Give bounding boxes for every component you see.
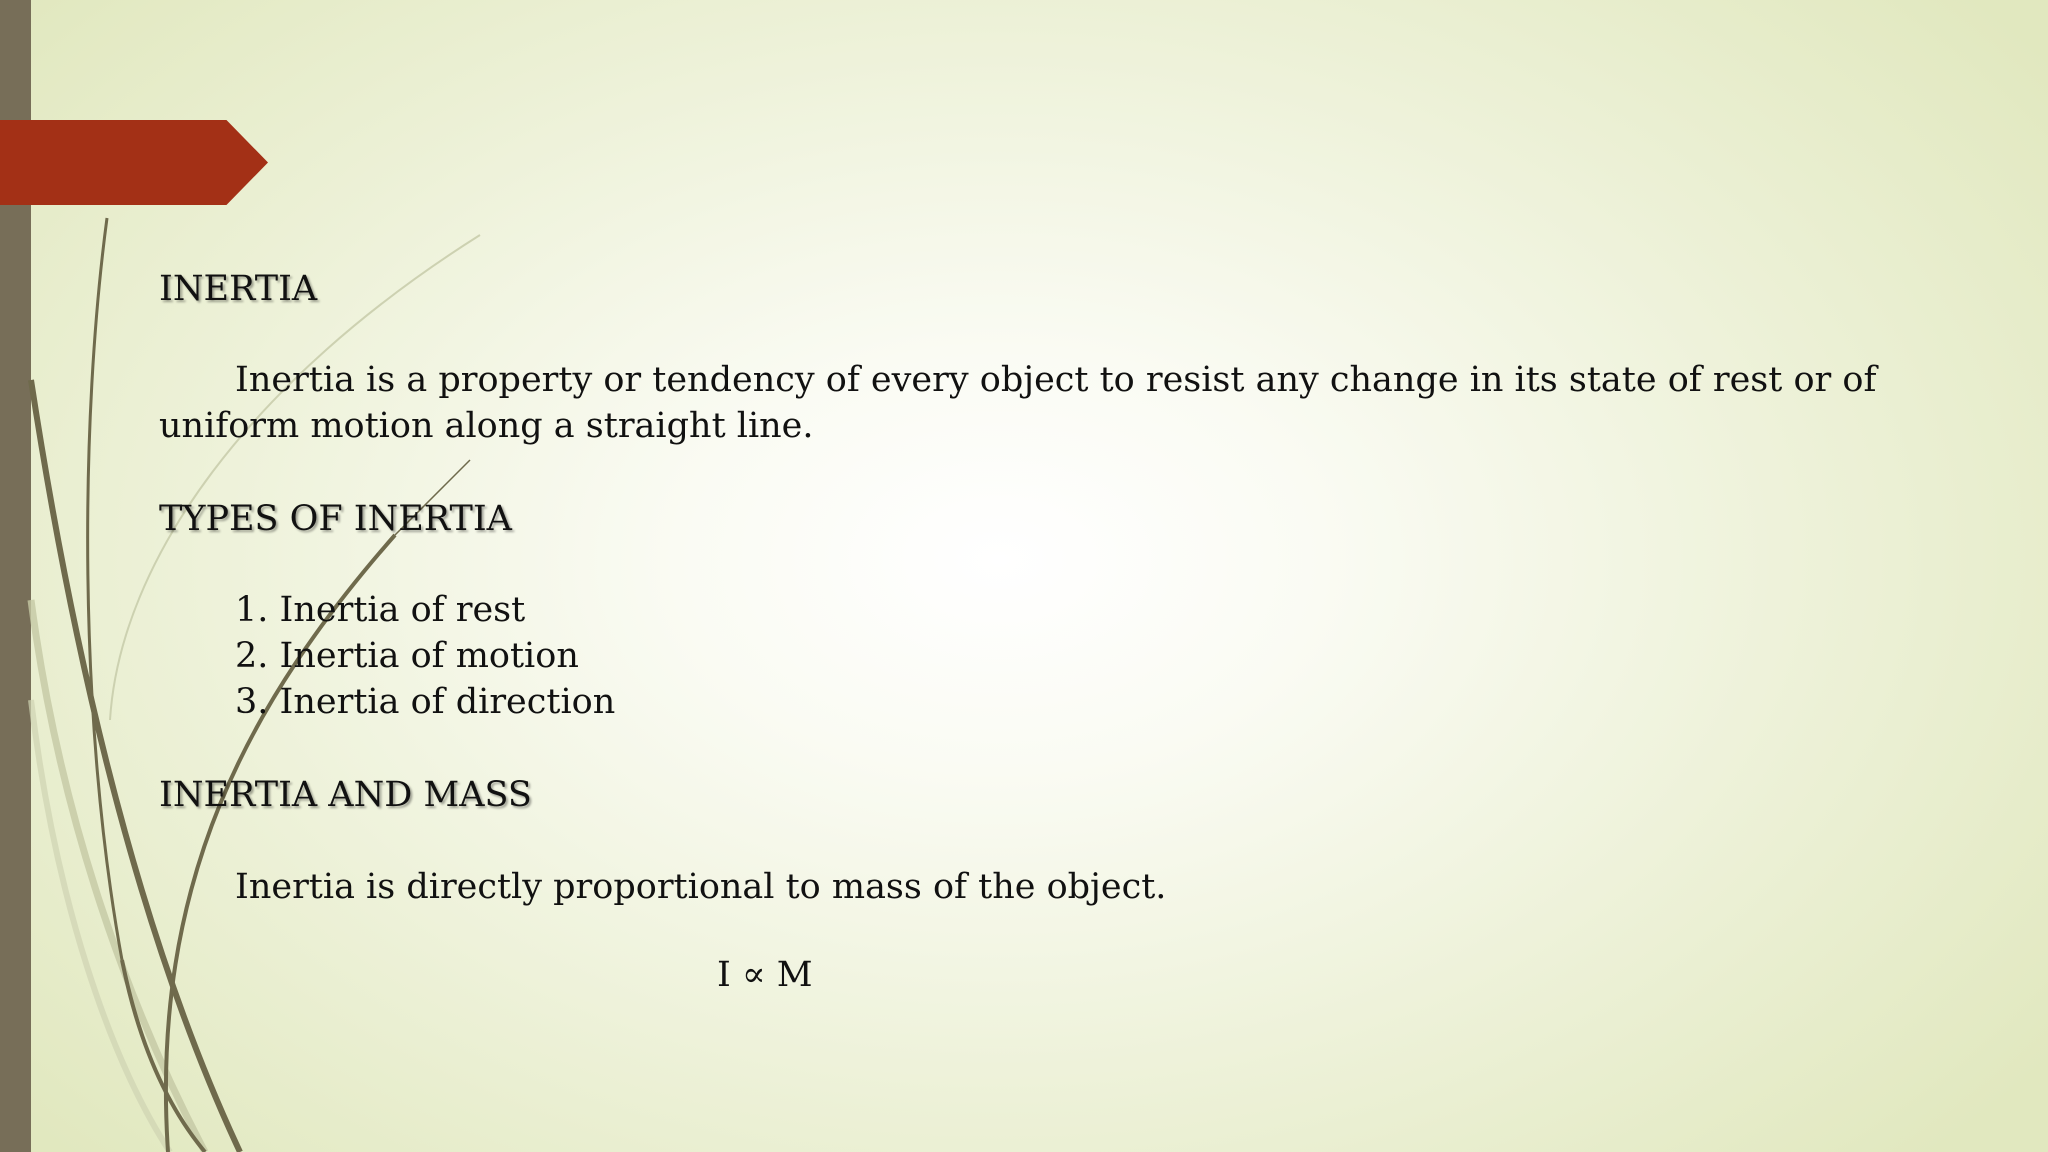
inertia-definition: Inertia is a property or tendency of every object to resist any change in its state of rest or of uniform motion along a straight line. (159, 360, 1877, 446)
heading-inertia: INERTIA (159, 269, 318, 309)
list-item: 1. Inertia of rest (235, 590, 526, 630)
types-list (235, 587, 615, 725)
heading-inertia-and-mass: INERTIA AND MASS (159, 775, 532, 815)
heading-types-of-inertia: TYPES OF INERTIA (159, 499, 512, 539)
proportionality-formula: I ∝ M (717, 955, 813, 995)
mass-statement: Inertia is directly proportional to mass of the object. (235, 867, 1167, 907)
list-item: 2. Inertia of motion (235, 636, 579, 676)
list-item: 3. Inertia of direction (235, 682, 616, 722)
